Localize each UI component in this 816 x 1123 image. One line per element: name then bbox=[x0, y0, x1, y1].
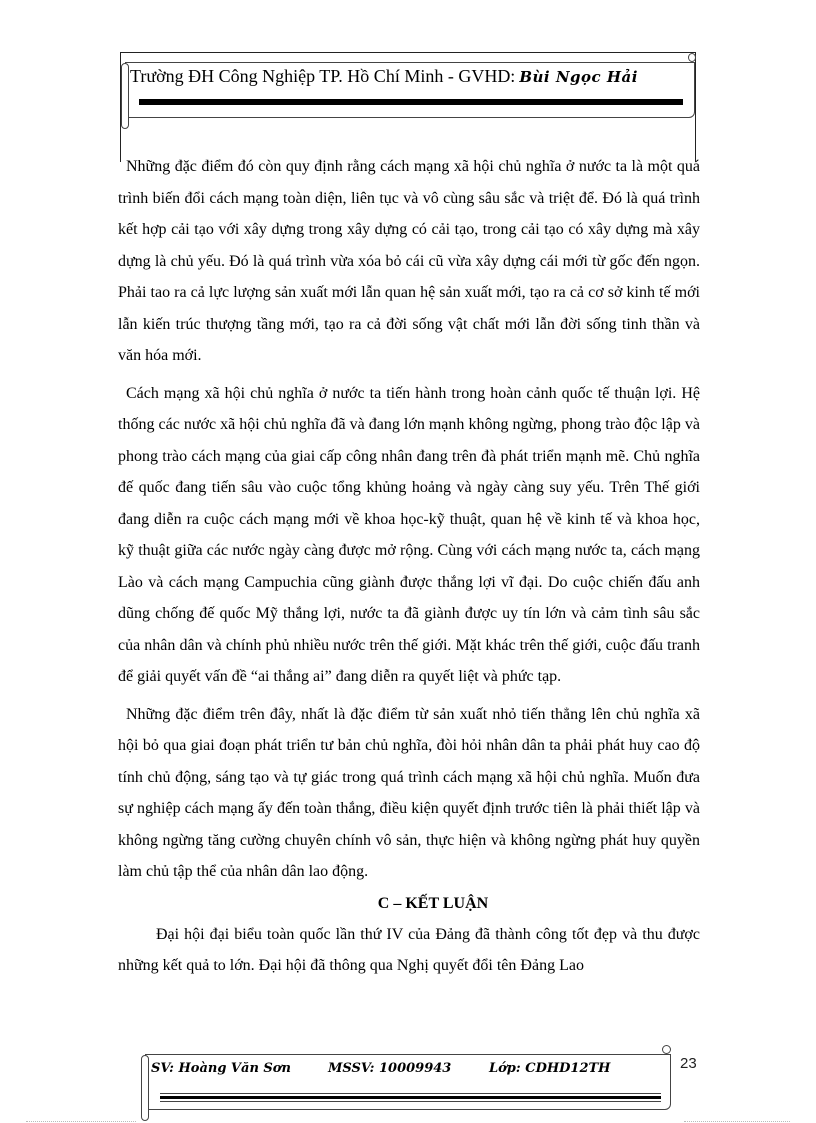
section-heading: C – KẾT LUẬN bbox=[377, 894, 489, 912]
scroll-curl-left-icon bbox=[121, 63, 129, 129]
page-boundary-left bbox=[26, 1121, 136, 1122]
footer-student-id: MSSV: 10009943 bbox=[328, 1061, 452, 1076]
page-header bbox=[130, 66, 638, 87]
page-boundary-right bbox=[684, 1121, 790, 1122]
header-advisor-name: Bùi Ngọc Hải bbox=[519, 68, 638, 86]
page-number: 23 bbox=[680, 1055, 697, 1072]
footer-divider bbox=[160, 1096, 661, 1099]
paragraph: Cách mạng xã hội chủ nghĩa ở nước ta tiến hành trong hoàn cảnh quốc tế thuận lợi. Hệ thống các nước xã hội chủ nghĩa đã và đang lớn mạnh không ngừng, phong trào độc lập và phong trào cách mạng của giai cấp công nhân đang trên đà phát triển mạnh mẽ. Chủ nghĩa đế quốc đang tiến sâu vào cuộc tổng khủng hoảng và ngày càng suy yếu. Trên Thế giới đang diễn ra cuộc cách mạng mới về khoa học-kỹ thuật, quan hệ về kinh tế và khoa học, kỹ thuật giữa các nước ngày càng được mở rộng. Cùng với cách mạng nước ta, cách mạng Lào và cách mạng Campuchia cũng giành được thắng lợi vĩ đại. Do cuộc chiến đấu anh dũng chống đế quốc Mỹ thắng lợi, nước ta đã giành được uy tín lớn và cảm tình sâu sắc của nhân dân và chính phủ nhiều nước trên thế giới. Mặt khác trên thế giới, cuộc đấu tranh để giải quyết vấn đề “ai thắng ai” đang diễn ra quyết liệt và phức tạp. bbox=[118, 384, 700, 685]
header-school: Trường ĐH Công Nghiệp TP. Hồ Chí Minh - GVHD: bbox=[130, 66, 516, 86]
header-divider bbox=[139, 99, 683, 104]
paragraph: Những đặc điểm đó còn quy định rằng cách mạng xã hội chủ nghĩa ở nước ta là một quá trình biến đổi cách mạng toàn diện, liên tục và vô cùng sâu sắc và triệt để. Đó là quá trình kết hợp cải tạo với xây dựng trong xây dựng có cải tạo, trong cải tạo có xây dựng mà xây dựng là chủ yếu. Đó là quá trình vừa xóa bỏ cái cũ vừa xây dựng cái mới từ gốc đến ngọn. Phải tao ra cả lực lượng sản xuất mới lẫn quan hệ sản xuất mới, tạo ra cả cơ sở kinh tế mới lẫn kiến trúc thượng tầng mới, tạo ra cả đời sống vật chất mới lẫn đời sống tinh thần và văn hóa mới. bbox=[118, 158, 700, 364]
scroll-curl-right-icon bbox=[688, 53, 696, 62]
conclusion-paragraph: Đại hội đại biểu toàn quốc lần thứ IV của Đảng đã thành công tốt đẹp và thu được những kết quả to lớn. Đại hội đã thông qua Nghị quyết đổi tên Đảng Lao bbox=[118, 925, 700, 974]
footer-student-name: SV: Hoàng Văn Sơn bbox=[151, 1061, 291, 1076]
scroll-curl-left-icon bbox=[141, 1055, 149, 1121]
footer-class: Lớp: CDHD12TH bbox=[489, 1061, 611, 1076]
scroll-curl-right-icon bbox=[662, 1045, 671, 1054]
paragraph: Những đặc điểm trên đây, nhất là đặc điểm từ sản xuất nhỏ tiến thẳng lên chủ nghĩa xã hội bỏ qua giai đoạn phát triển tư bản chủ nghĩa, đòi hỏi nhân dân ta phải phát huy cao độ tính chủ động, sáng tạo và tự giác trong quá trình cách mạng xã hội chủ nghĩa. Muốn đưa sự nghiệp cách mạng ấy đến toàn thắng, điều kiện quyết định trước tiên là phải thiết lập và không ngừng tăng cường chuyên chính vô sản, thực hiện và không ngừng phát huy quyền làm chủ tập thể của nhân dân lao động. bbox=[118, 705, 700, 880]
document-body bbox=[118, 151, 700, 982]
